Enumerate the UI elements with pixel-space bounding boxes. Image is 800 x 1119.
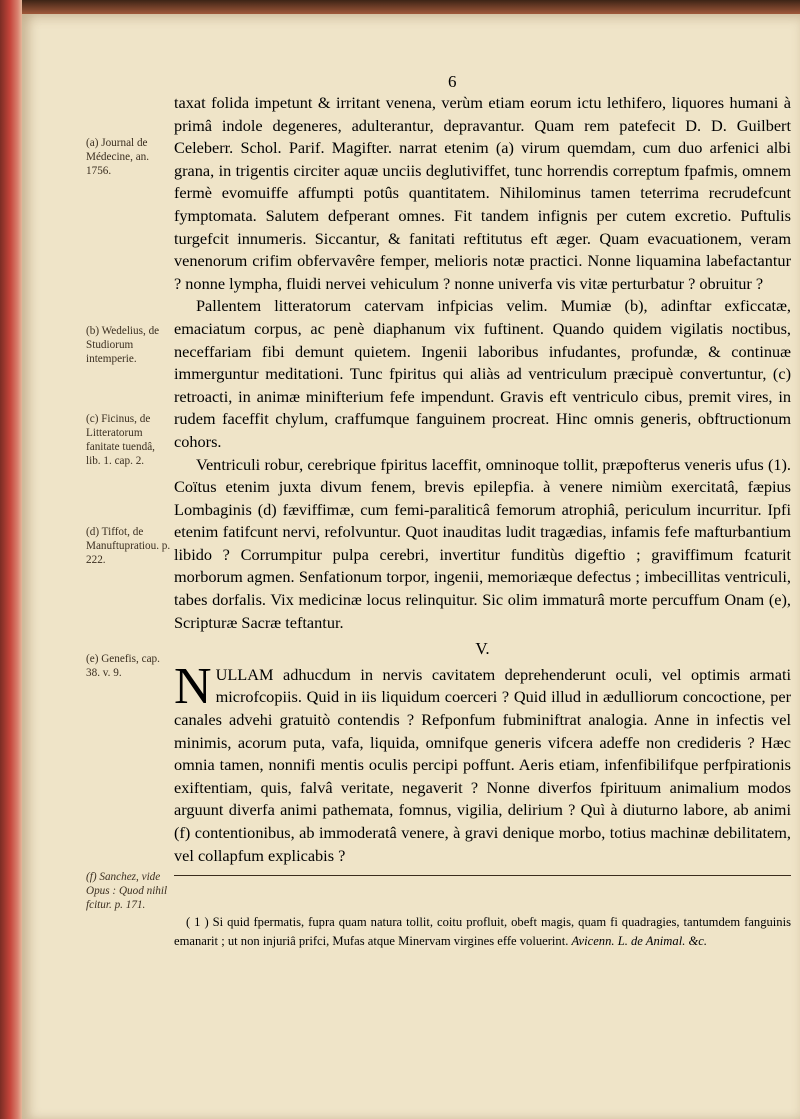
section-heading: V.: [475, 639, 490, 659]
sidenote-b: (b) Wedelius, de Studiorum intemperie.: [86, 325, 160, 365]
page-number: 6: [448, 72, 457, 91]
main-text: [174, 92, 791, 876]
footnote-source: Avicenn. L. de Animal. &c.: [571, 934, 708, 948]
paragraph-1: taxat folida impetunt & irritant venena, verùm etiam eorum ictu lethifero, liquores humani à primâ indole degeneres, adulterantur, depravantur. Quam rem patefecit D. D. Guilbert Celeberr. Schol. Parif. Magifter. narrat etenim (a) virum quemdam, cum duo arfenici albi grana, in trigentis circiter aquæ unciis deglutiviffet, tunc horrendis correptum fpafmis, omnem fermè evomuiffe affumpti potûs quantitatem. Nihilominus tamen teterrima recrudefcunt fymptomata. Salutem defperant omnes. Fit tandem infignis per cutem excretio. Puftulis turgefcit innumeris. Siccantur, & fanitati reftitutus eft æger. Quam evacuationem, veram venenorum crifim obfervavêre femper, melioris notæ practici. Nonne liquamina labefactantur ? nonne lympha, fluidi nervei vehiculum ? nonne univerfa vis vitæ perturbatur ? obruitur ?: [174, 93, 791, 293]
sidenote-a: (a) Journal de Médecine, an. 1756.: [86, 137, 150, 177]
sidenote-d: (d) Tiffot, de Manuftupratiou. p. 222.: [86, 526, 171, 566]
footnote: [174, 913, 791, 951]
paragraph-2: Pallentem litteratorum catervam infpicias velim. Mumiæ (b), adinftar exficcatæ, emaciatum corpus, ac penè diaphanum vix fuftinent. Quando quidem vigilatis noctibus, neceffariam fibi demunt quietem. Ingenii laboribus infudantes, profundæ, & continuæ immerguntur meditationi. Tunc fpiritus qui aliàs ad ventriculum præcipuè convertuntur, (c) retroacti, in animæ minifterium fefe impendunt. Gravis eft ventriculo cibus, premit vires, in rudem faceffit chylum, craffumque fanguinem procreat. Hinc omnis generis, obftructionum cohors.: [174, 296, 791, 451]
drop-cap-initial: N: [174, 657, 212, 715]
sidenote-f: (f) Sanchez, vide Opus : Quod nihil fcitur. p. 171.: [86, 871, 168, 911]
book-red-edge: [0, 0, 22, 1119]
paragraph-3: Ventriculi robur, cerebrique fpiritus laceffit, omninoque tollit, præpofterus veneris ufus (1). Coïtus etenim juxta divum fenem, brevis epilepfia. à venere nimiùm exercitatâ, fæpius Lombaginis (d) fæviffimæ, cum femi-paraliticâ femorum atrophiâ, periculum incurritur. Ipfi etenim fatifcunt nervi, refolvuntur. Quot inauditas ludit tragædias, infamis fefe mafturbantium libido ? Corrumpitur pulpa cerebri, invertitur funditùs digeftio ; graviffimum fcaturit morborum agmen. Senfationum torpor, ingenii, memoriæque defectus ; imbecillitas ventriculi, tabes dorfalis. Vix medicinæ locus relinquitur. Sic olim immaturâ morte percuffum Onam (e), Scripturæ Sacræ teftantur.: [174, 454, 791, 632]
paragraph-4: [174, 657, 791, 867]
footnote-rule: [174, 875, 791, 876]
paragraph-4-text: ULLAM adhucdum in nervis cavitatem deprehenderunt oculi, vel optimis armati microfcopiis. Quid in iis liquidum coerceri ? Quid illud in ædulliorum concoctione, per canales advehi gratuitò contendis ? Refponfum fubminiftrat analogia. Anne in infectis vel minimis, acorum puta, vafa, liquida, omnifque generis vifcera adeffe non credideris ? Hæc omnia tamen, nonnifi mentis oculis percipi poffunt. Aeris etiam, infenfibilifque perfpirationis exiftentiam, quis, falvâ veritate, negaverit ? Nonne diverfos fpirituum animalium modos arguunt diverfa animi pathemata, fomnus, vigilia, delirium ? Quì à diuturno labore, ab animi (f) contentionibus, ab immoderatâ venere, à gravi denique morbo, totius machinæ debilitatem, vel collapfum explicabis ?: [174, 664, 791, 865]
sidenote-c: (c) Ficinus, de Litteratorum fanitate tuendâ, lib. 1. cap. 2.: [86, 413, 155, 467]
page-top-edge: [0, 0, 800, 14]
footnote-text: ( 1 ) Si quid fpermatis, fupra quam natura tollit, coitu profluit, obeft magis, quam fi quadragies, tantumdem fanguinis emanarit ; ut non injuriâ prifci, Mufas atque Minervam virgines effe voluerint.: [174, 915, 791, 948]
sidenote-e: (e) Genefis, cap. 38. v. 9.: [86, 653, 160, 679]
